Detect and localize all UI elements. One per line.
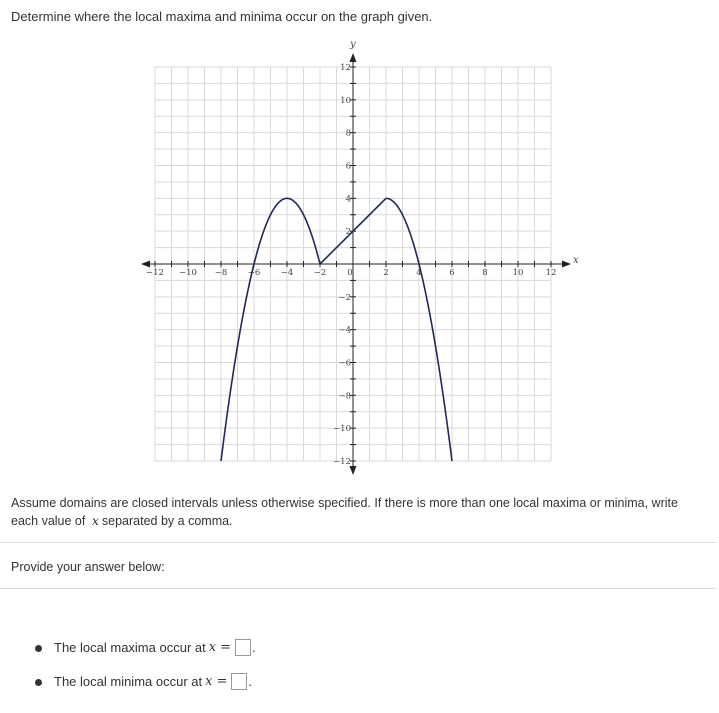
origin-label: 0 (347, 268, 353, 278)
x-tick-label: 4 (416, 268, 422, 278)
question-text: Determine where the local maxima and minima occur on the graph given. (11, 9, 433, 24)
x-axis-label: x (573, 255, 579, 266)
assumption-note: Assume domains are closed intervals unless otherwise specified. If there is more than one local maxima or minima, write each value of x separated by a comma. (11, 496, 678, 528)
y-tick-label: −10 (333, 424, 351, 435)
period: . (251, 640, 256, 655)
answer-label: The local maxima occur at (54, 640, 206, 655)
equals-sign: = (220, 640, 231, 655)
y-tick-label: −4 (338, 325, 351, 336)
y-tick-label: −8 (338, 391, 351, 402)
y-tick-label: 12 (340, 63, 351, 73)
provide-answer-label: Provide your answer below: (11, 560, 165, 574)
x-tick-label: 2 (383, 268, 389, 278)
y-tick-label: 10 (340, 95, 351, 106)
answer-local-maxima (33, 640, 256, 674)
divider (0, 542, 717, 543)
answer-list (33, 640, 256, 708)
y-tick-label: −12 (333, 457, 351, 467)
x-tick-label: 10 (512, 268, 524, 278)
y-tick-label: 4 (345, 194, 351, 205)
y-axis-arrow-down (350, 466, 357, 475)
x-tick-label: −10 (179, 268, 197, 278)
y-tick-label: −2 (338, 292, 351, 303)
y-tick-label: −6 (338, 358, 351, 369)
x-tick-label: −2 (313, 268, 327, 278)
tick-labels (146, 39, 579, 467)
period: . (248, 674, 252, 689)
x-tick-label: −12 (146, 268, 164, 278)
local-maxima-input[interactable] (235, 639, 251, 656)
answer-variable: x (205, 674, 213, 689)
y-tick-label: 8 (345, 128, 351, 139)
x-axis-arrow-right (562, 261, 571, 268)
x-tick-label: −4 (280, 268, 294, 278)
bullet-icon (35, 645, 42, 652)
divider (0, 588, 717, 589)
answer-variable: x (208, 640, 217, 655)
y-tick-label: 6 (345, 161, 351, 172)
x-tick-label: −8 (214, 268, 228, 278)
answer-label: The local minima occur at (54, 674, 203, 689)
answer-local-minima (33, 674, 256, 708)
bullet-icon (35, 679, 42, 686)
x-tick-label: 12 (545, 268, 557, 278)
x-tick-label: 6 (449, 268, 455, 278)
x-tick-label: 8 (482, 268, 488, 278)
x-tick-label: −6 (247, 268, 261, 278)
y-axis-label: y (350, 39, 356, 50)
y-tick-label: 2 (345, 227, 351, 238)
local-minima-input[interactable] (231, 673, 247, 690)
equals-sign: = (216, 674, 228, 689)
x-axis-arrow-left (141, 261, 150, 268)
y-axis-arrow-up (350, 53, 357, 62)
